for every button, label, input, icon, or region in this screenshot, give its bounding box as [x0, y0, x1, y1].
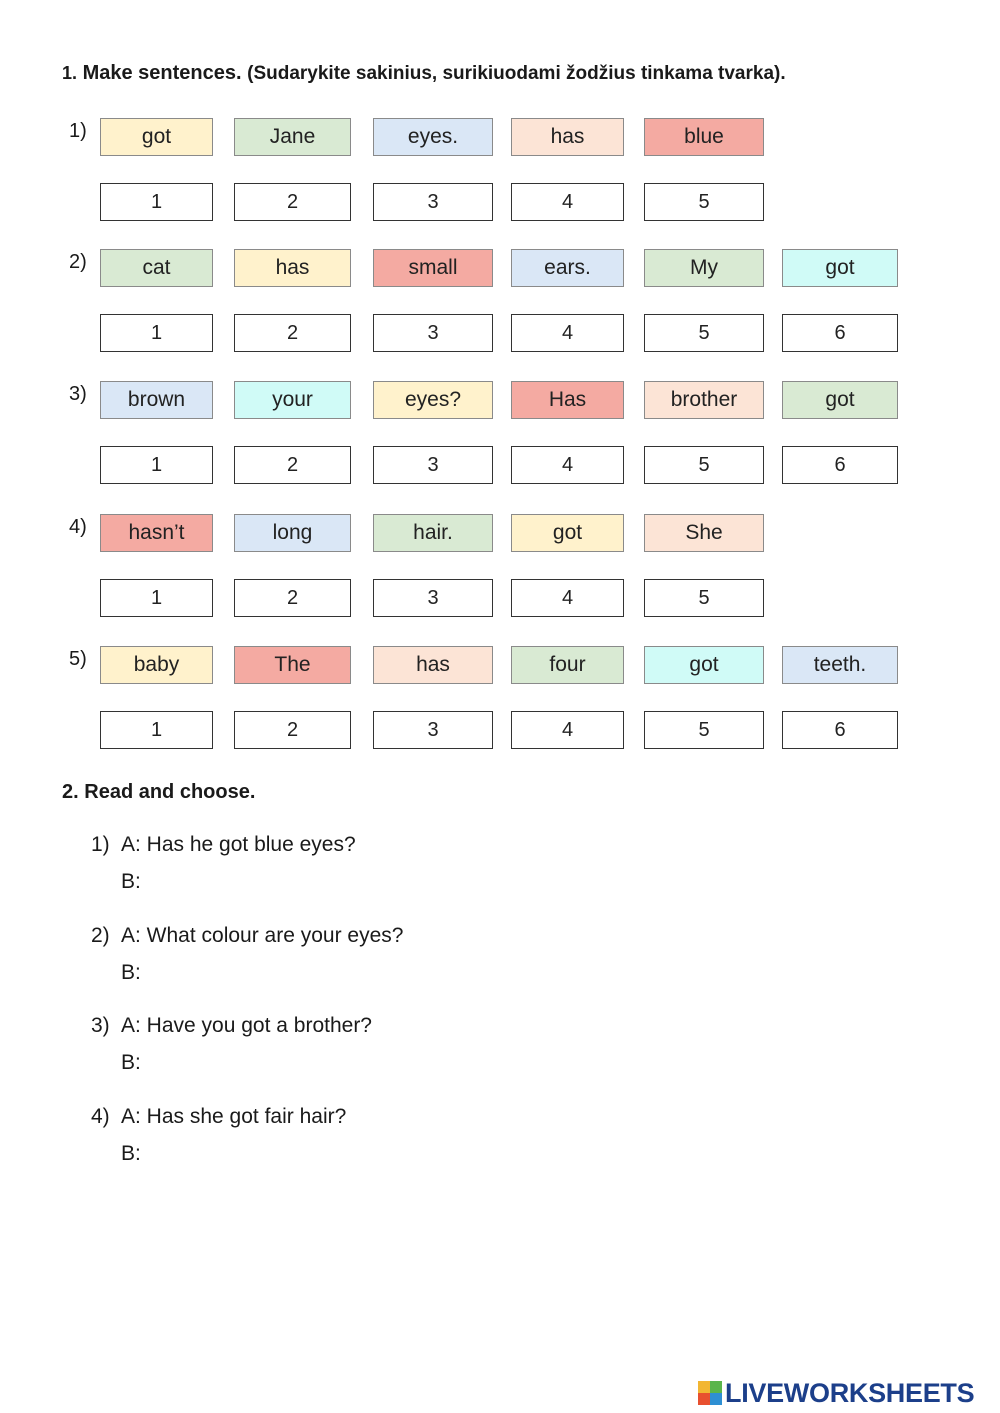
order-number-box[interactable]: 2: [234, 314, 351, 352]
order-number-box[interactable]: 1: [100, 579, 213, 617]
word-tile[interactable]: Jane: [234, 118, 351, 156]
logo-text: LIVEWORKSHEETS: [725, 1377, 975, 1408]
order-number-box[interactable]: 6: [782, 446, 898, 484]
word-tile[interactable]: has: [511, 118, 624, 156]
word-tile[interactable]: eyes?: [373, 381, 493, 419]
word-tile[interactable]: cat: [100, 249, 213, 287]
word-tile[interactable]: baby: [100, 646, 213, 684]
order-number-box[interactable]: 3: [373, 314, 493, 352]
order-number-box[interactable]: 3: [373, 711, 493, 749]
order-number-box[interactable]: 5: [644, 711, 764, 749]
row-number-label: 4): [69, 516, 87, 538]
order-number-box[interactable]: 1: [100, 183, 213, 221]
word-tile[interactable]: She: [644, 514, 764, 552]
word-tile[interactable]: The: [234, 646, 351, 684]
word-tile[interactable]: got: [644, 646, 764, 684]
logo-square: [710, 1393, 722, 1405]
word-tile[interactable]: got: [100, 118, 213, 156]
order-number-box[interactable]: 3: [373, 183, 493, 221]
word-tile[interactable]: My: [644, 249, 764, 287]
word-tile[interactable]: has: [373, 646, 493, 684]
question-number: 3): [91, 1014, 110, 1037]
order-number-box[interactable]: 4: [511, 314, 624, 352]
word-tile[interactable]: teeth.: [782, 646, 898, 684]
word-tile[interactable]: blue: [644, 118, 764, 156]
order-number-box[interactable]: 3: [373, 579, 493, 617]
question-number: 4): [91, 1105, 110, 1128]
order-number-box[interactable]: 2: [234, 711, 351, 749]
section-1-title: Make sentences.: [82, 62, 242, 84]
word-tile[interactable]: has: [234, 249, 351, 287]
order-number-box[interactable]: 5: [644, 183, 764, 221]
order-number-box[interactable]: 6: [782, 711, 898, 749]
answer-line[interactable]: B:: [121, 870, 141, 893]
answer-line[interactable]: B:: [121, 1142, 141, 1165]
order-number-box[interactable]: 2: [234, 579, 351, 617]
logo-square: [698, 1393, 710, 1405]
order-number-box[interactable]: 6: [782, 314, 898, 352]
liveworksheets-logo: [698, 1378, 974, 1408]
order-number-box[interactable]: 2: [234, 446, 351, 484]
word-tile[interactable]: brother: [644, 381, 764, 419]
section-1-subtitle: (Sudarykite sakinius, surikiuodami žodžius tinkama tvarka).: [247, 63, 786, 84]
question-text: A: Has he got blue eyes?: [121, 833, 356, 856]
order-number-box[interactable]: 1: [100, 314, 213, 352]
order-number-box[interactable]: 3: [373, 446, 493, 484]
order-number-box[interactable]: 5: [644, 579, 764, 617]
word-tile[interactable]: four: [511, 646, 624, 684]
logo-square: [698, 1381, 710, 1393]
order-number-box[interactable]: 1: [100, 711, 213, 749]
word-tile[interactable]: got: [782, 249, 898, 287]
order-number-box[interactable]: 4: [511, 446, 624, 484]
section-2-title: Read and choose.: [84, 781, 256, 803]
row-number-label: 5): [69, 648, 87, 670]
word-tile[interactable]: long: [234, 514, 351, 552]
order-number-box[interactable]: 4: [511, 183, 624, 221]
question-text: A: Have you got a brother?: [121, 1014, 372, 1037]
answer-line[interactable]: B:: [121, 961, 141, 984]
section-2-number: 2.: [62, 781, 79, 803]
word-tile[interactable]: hasn’t: [100, 514, 213, 552]
logo-icon: [698, 1381, 722, 1405]
word-tile[interactable]: your: [234, 381, 351, 419]
word-tile[interactable]: eyes.: [373, 118, 493, 156]
order-number-box[interactable]: 5: [644, 446, 764, 484]
word-tile[interactable]: Has: [511, 381, 624, 419]
row-number-label: 3): [69, 383, 87, 405]
word-tile[interactable]: hair.: [373, 514, 493, 552]
question-number: 1): [91, 833, 110, 856]
logo-square: [710, 1381, 722, 1393]
section-1-heading: [62, 62, 786, 85]
section-1-number: 1.: [62, 63, 78, 83]
row-number-label: 1): [69, 120, 87, 142]
order-number-box[interactable]: 4: [511, 711, 624, 749]
order-number-box[interactable]: 2: [234, 183, 351, 221]
word-tile[interactable]: got: [511, 514, 624, 552]
order-number-box[interactable]: 4: [511, 579, 624, 617]
row-number-label: 2): [69, 251, 87, 273]
section-2-heading: [62, 781, 255, 804]
question-number: 2): [91, 924, 110, 947]
order-number-box[interactable]: 1: [100, 446, 213, 484]
question-text: A: Has she got fair hair?: [121, 1105, 347, 1128]
question-text: A: What colour are your eyes?: [121, 924, 404, 947]
answer-line[interactable]: B:: [121, 1051, 141, 1074]
word-tile[interactable]: brown: [100, 381, 213, 419]
word-tile[interactable]: small: [373, 249, 493, 287]
word-tile[interactable]: got: [782, 381, 898, 419]
word-tile[interactable]: ears.: [511, 249, 624, 287]
order-number-box[interactable]: 5: [644, 314, 764, 352]
